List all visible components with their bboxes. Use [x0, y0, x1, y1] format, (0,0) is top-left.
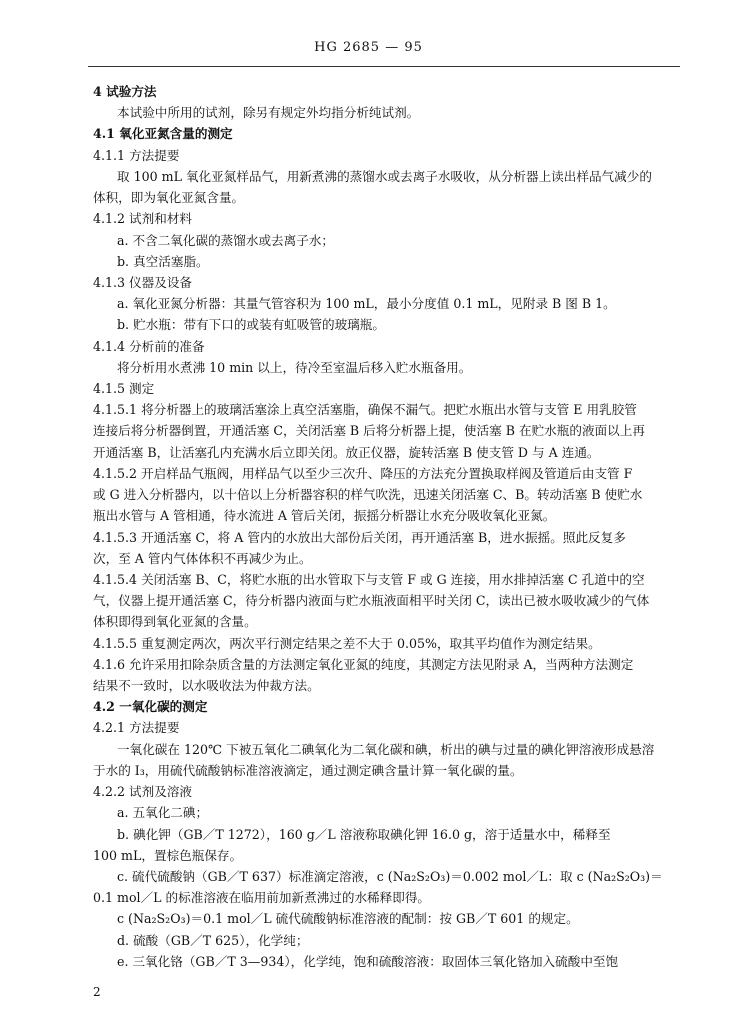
- paragraph-line: 本试验中所用的试剂，除另有规定外均指分析纯试剂。: [117, 105, 420, 121]
- list-item: b. 贮水瓶：带有下口的或装有虹吸管的玻璃瓶。: [117, 317, 385, 333]
- clause-heading: 4.1.5 测定: [93, 381, 155, 396]
- paragraph-line: 0.1 mol／L 的标准溶液在临用前加新煮沸过的水稀释即得。: [93, 890, 431, 906]
- paragraph-line: 连接后将分析器倒置，开通活塞 C，关闭活塞 B 后将分析器上提，使活塞 B 在贮水瓶的液面以上再: [93, 423, 645, 439]
- paragraph-line: 4.1.5.4 关闭活塞 B、C，将贮水瓶的出水管取下与支管 F 或 G 连接，用水排掉活塞 C 孔道中的空: [93, 571, 645, 587]
- list-item: b. 碘化钾（GB／T 1272），160 g／L 溶液称取碘化钾 16.0 g，溶于适量水中，稀释至: [117, 826, 611, 842]
- paragraph-line: 体积，即为氧化亚氮含量。: [93, 190, 245, 206]
- paragraph-line: 一氧化碳在 120℃ 下被五氧化二碘氧化为二氧化碳和碘，析出的碘与过量的碘化钾溶液形成悬溶: [117, 741, 655, 757]
- paragraph-line: 4.1.5.5 重复测定两次，两次平行测定结果之差不大于 0.05%，取其平均值作为测定结果。: [93, 635, 601, 651]
- list-item: a. 不含二氧化碳的蒸馏水或去离子水；: [117, 232, 335, 248]
- header-rule: [88, 66, 680, 67]
- list-item: d. 硫酸（GB／T 625），化学纯；: [117, 932, 309, 948]
- paragraph-line: 于水的 I₃，用硫代硫酸钠标准溶液滴定，通过测定碘含量计算一氧化碳的量。: [93, 762, 523, 778]
- paragraph-line: 4.1.5.2 开启样品气瓶阀，用样品气以至少三次升、降压的方法充分置换取样阀及管道后由支管 F: [93, 465, 633, 481]
- clause-heading: 4.1.2 试剂和材料: [93, 211, 193, 227]
- subsection-heading: 4.1 氧化亚氮含量的测定: [93, 126, 233, 142]
- paragraph-line: 4.1.5.3 开通活塞 C，将 A 管内的水放出大部份后关闭，再开通活塞 B，进水振摇。照此反复多: [93, 529, 626, 545]
- clause-heading: 4.1.4 分析前的准备: [93, 338, 205, 354]
- list-item: b. 真空活塞脂。: [117, 253, 209, 269]
- paragraph-line: 取 100 mL 氧化亚氮样品气，用新煮沸的蒸馏水或去离子水吸收，从分析器上读出样品气减少的: [117, 168, 652, 184]
- paragraph-line: 100 mL，置棕色瓶保存。: [93, 847, 243, 863]
- list-item: c. 硫代硫酸钠（GB／T 637）标准滴定溶液，c (Na₂S₂O₃)＝0.002 mol／L：取 c (Na₂S₂O₃)＝: [117, 868, 663, 884]
- subsection-heading: 4.2 一氧化碳的测定: [93, 699, 208, 715]
- list-item: e. 三氧化铬（GB／T 3—934），化学纯，饱和硫酸溶液：取固体三氧化铬加入硫酸中至饱: [117, 953, 619, 969]
- list-item: a. 五氧化二碘；: [117, 805, 209, 821]
- paragraph-line: 4.1.5.1 将分析器上的玻璃活塞涂上真空活塞脂，确保不漏气。把贮水瓶出水管与支管 E 用乳胶管: [93, 402, 637, 418]
- paragraph-line: 开通活塞 B，让活塞孔内充满水后立即关闭。放正仪器，旋转活塞 B 使支管 D 与 A 连通。: [93, 444, 600, 460]
- clause-heading: 4.1.3 仪器及设备: [93, 274, 193, 290]
- section-heading: 4 试验方法: [93, 84, 157, 99]
- paragraph-line: 4.1.6 允许采用扣除杂质含量的方法测定氧化亚氮的纯度，其测定方法见附录 A，当两种方法测定: [93, 656, 634, 672]
- page-header-standard-code: HG 2685 — 95: [314, 40, 423, 55]
- paragraph-line: 将分析用水煮沸 10 min 以上，待冷至室温后移入贮水瓶备用。: [117, 359, 472, 375]
- paragraph-line: 次，至 A 管内气体体积不再减少为止。: [93, 550, 312, 566]
- paragraph-line: c (Na₂S₂O₃)＝0.1 mol／L 硫代硫酸钠标准溶液的配制：按 GB／T 601 的规定。: [117, 911, 579, 927]
- paragraph-line: 或 G 进入分析器内，以十倍以上分析器容积的样气吹洗，迅速关闭活塞 C、B。转动活塞 B 使贮水: [93, 487, 643, 503]
- paragraph-line: 体积即得到氧化亚氮的含量。: [93, 614, 257, 630]
- clause-heading: 4.2.2 试剂及溶液: [93, 784, 193, 800]
- paragraph-line: 结果不一致时，以水吸收法为仲裁方法。: [93, 678, 320, 693]
- clause-heading: 4.1.1 方法提要: [93, 147, 180, 163]
- clause-heading: 4.2.1 方法提要: [93, 720, 180, 736]
- list-item: a. 氧化亚氮分析器：其量气管容积为 100 mL，最小分度值 0.1 mL，见附录 B 图 B 1。: [117, 296, 616, 312]
- paragraph-line: 气，仪器上提开通活塞 C，待分析器内液面与贮水瓶液面相平时关闭 C，读出已被水吸收减少的气体: [93, 593, 650, 609]
- paragraph-line: 瓶出水管与 A 管相通，待水流进 A 管后关闭，振摇分析器让水充分吸收氧化亚氮。: [93, 508, 556, 524]
- page-number: 2: [93, 985, 101, 999]
